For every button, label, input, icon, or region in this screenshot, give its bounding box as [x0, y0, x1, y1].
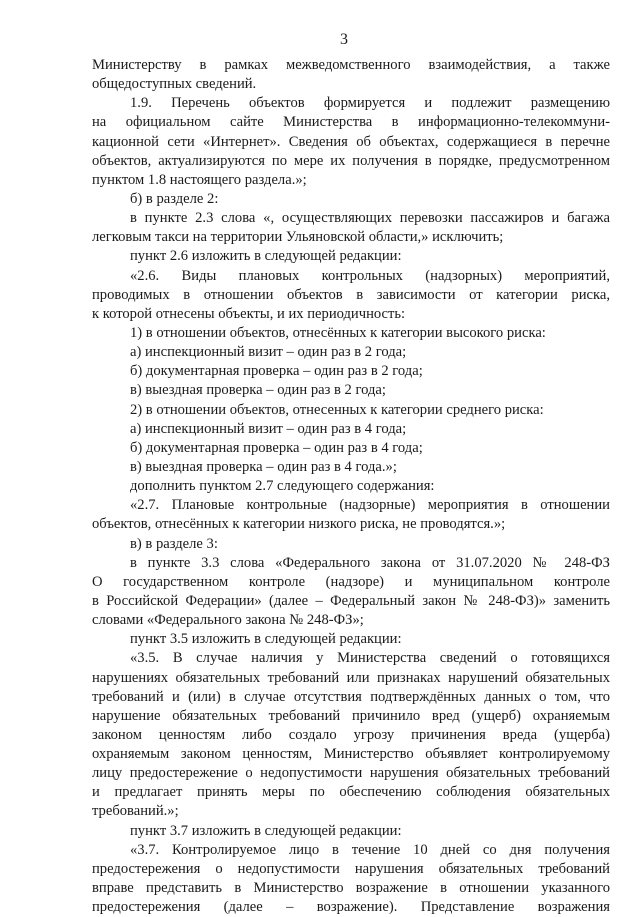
text-line: Министерству в рамках межведомственного взаимодействия, а также — [92, 57, 610, 73]
text-line: б) документарная проверка – один раз в 2 года; — [130, 363, 423, 380]
text-line: требований.»; — [92, 803, 179, 820]
text-line: на официальном сайте Министерства в информационно-телекоммуни- — [92, 114, 610, 131]
page-number: 3 — [340, 31, 348, 48]
text-line: в пункте 3.3 слова «Федерального закона от 31.07.2020 № 248-ФЗ — [130, 554, 610, 571]
text-line: охраняемым законом ценностям, Министерство объявляет контролируемому — [92, 746, 610, 763]
text-line: в пункте 2.3 слова «, осуществляющих перевозки пассажиров и багажа — [130, 210, 610, 227]
text-line: и предлагает принять меры по обеспечению соблюдения обязательных — [92, 784, 610, 801]
text-line: нарушениях обязательных требований или признаках нарушений обязательных — [92, 669, 610, 686]
text-line: предостережения о недопустимости нарушения обязательных требований — [92, 860, 610, 877]
text-line: нарушение обязательных требований причинило вред (ущерб) охраняемым — [92, 707, 610, 724]
text-line: а) инспекционный визит – один раз в 2 года; — [130, 344, 407, 361]
text-line: б) документарная проверка – один раз в 4 года; — [130, 439, 423, 456]
text-line: «2.6. Виды плановых контрольных (надзорных) мероприятий, — [130, 267, 610, 284]
text-line: словами «Федерального закона № 248-ФЗ»; — [92, 612, 364, 629]
text-line: пункт 3.7 изложить в следующей редакции: — [130, 822, 402, 839]
text-line: общедоступных сведений. — [92, 76, 257, 93]
text-line: 1) в отношении объектов, отнесённых к категории высокого риска: — [130, 324, 546, 341]
text-line: пункт 2.6 изложить в следующей редакции: — [130, 248, 402, 265]
text-line: вправе представить в Министерство возражение в отношении указанного — [92, 880, 610, 897]
text-line: объектов, отнесённых к категории низкого риска, не проводятся.»; — [92, 516, 506, 533]
text-line: объектов, актуализируются по мере их получения в порядке, предусмотренном — [92, 152, 610, 169]
text-line: пункт 3.5 изложить в следующей редакции: — [130, 631, 402, 648]
text-line: требований и (или) в случае отсутствия подтверждённых данных о том, что — [92, 688, 610, 705]
text-line: проводимых в отношении объектов в зависимости от категории риска, — [92, 286, 610, 303]
text-line: к которой отнесены объекты, и их периодичность: — [92, 305, 406, 322]
text-line: в) выездная проверка – один раз в 4 года.»; — [130, 458, 397, 475]
text-line: в) выездная проверка – один раз в 2 года; — [130, 382, 386, 399]
text-line: б) в разделе 2: — [130, 190, 219, 207]
text-line: лицу предостережение о недопустимости нарушения обязательных требований — [92, 765, 610, 782]
text-line: «3.5. В случае наличия у Министерства сведений о готовящихся — [130, 650, 610, 667]
text-line: легковым такси на территории Ульяновской области,» исключить; — [92, 229, 504, 246]
text-line: законом ценностям либо создало угрозу причинения вреда (ущерба) — [92, 726, 610, 743]
text-line: в Российской Федерации» (далее – Федеральный закон № 248-ФЗ)» заменить — [92, 592, 610, 609]
document-body — [92, 56, 610, 917]
text-line: а) инспекционный визит – один раз в 4 года; — [130, 420, 407, 437]
text-line: дополнить пунктом 2.7 следующего содержания: — [130, 478, 435, 495]
text-line: О государственном контроле (надзоре) и муниципальном контроле — [92, 573, 610, 590]
text-line: в) в разделе 3: — [130, 535, 218, 552]
text-line: 2) в отношении объектов, отнесенных к категории среднего риска: — [130, 401, 544, 418]
text-line: 1.9. Перечень объектов формируется и подлежит размещению — [130, 95, 610, 112]
text-line: «3.7. Контролируемое лицо в течение 10 дней со дня получения — [130, 841, 610, 858]
text-line: пунктом 1.8 настоящего раздела.»; — [92, 171, 307, 188]
text-line: «2.7. Плановые контрольные (надзорные) мероприятия в отношении — [130, 497, 610, 514]
text-line: предостережения (далее – возражение). Представление возражения — [92, 899, 610, 916]
text-line: кационной сети «Интернет». Сведения об объектах, содержащиеся в перечне — [92, 133, 610, 150]
